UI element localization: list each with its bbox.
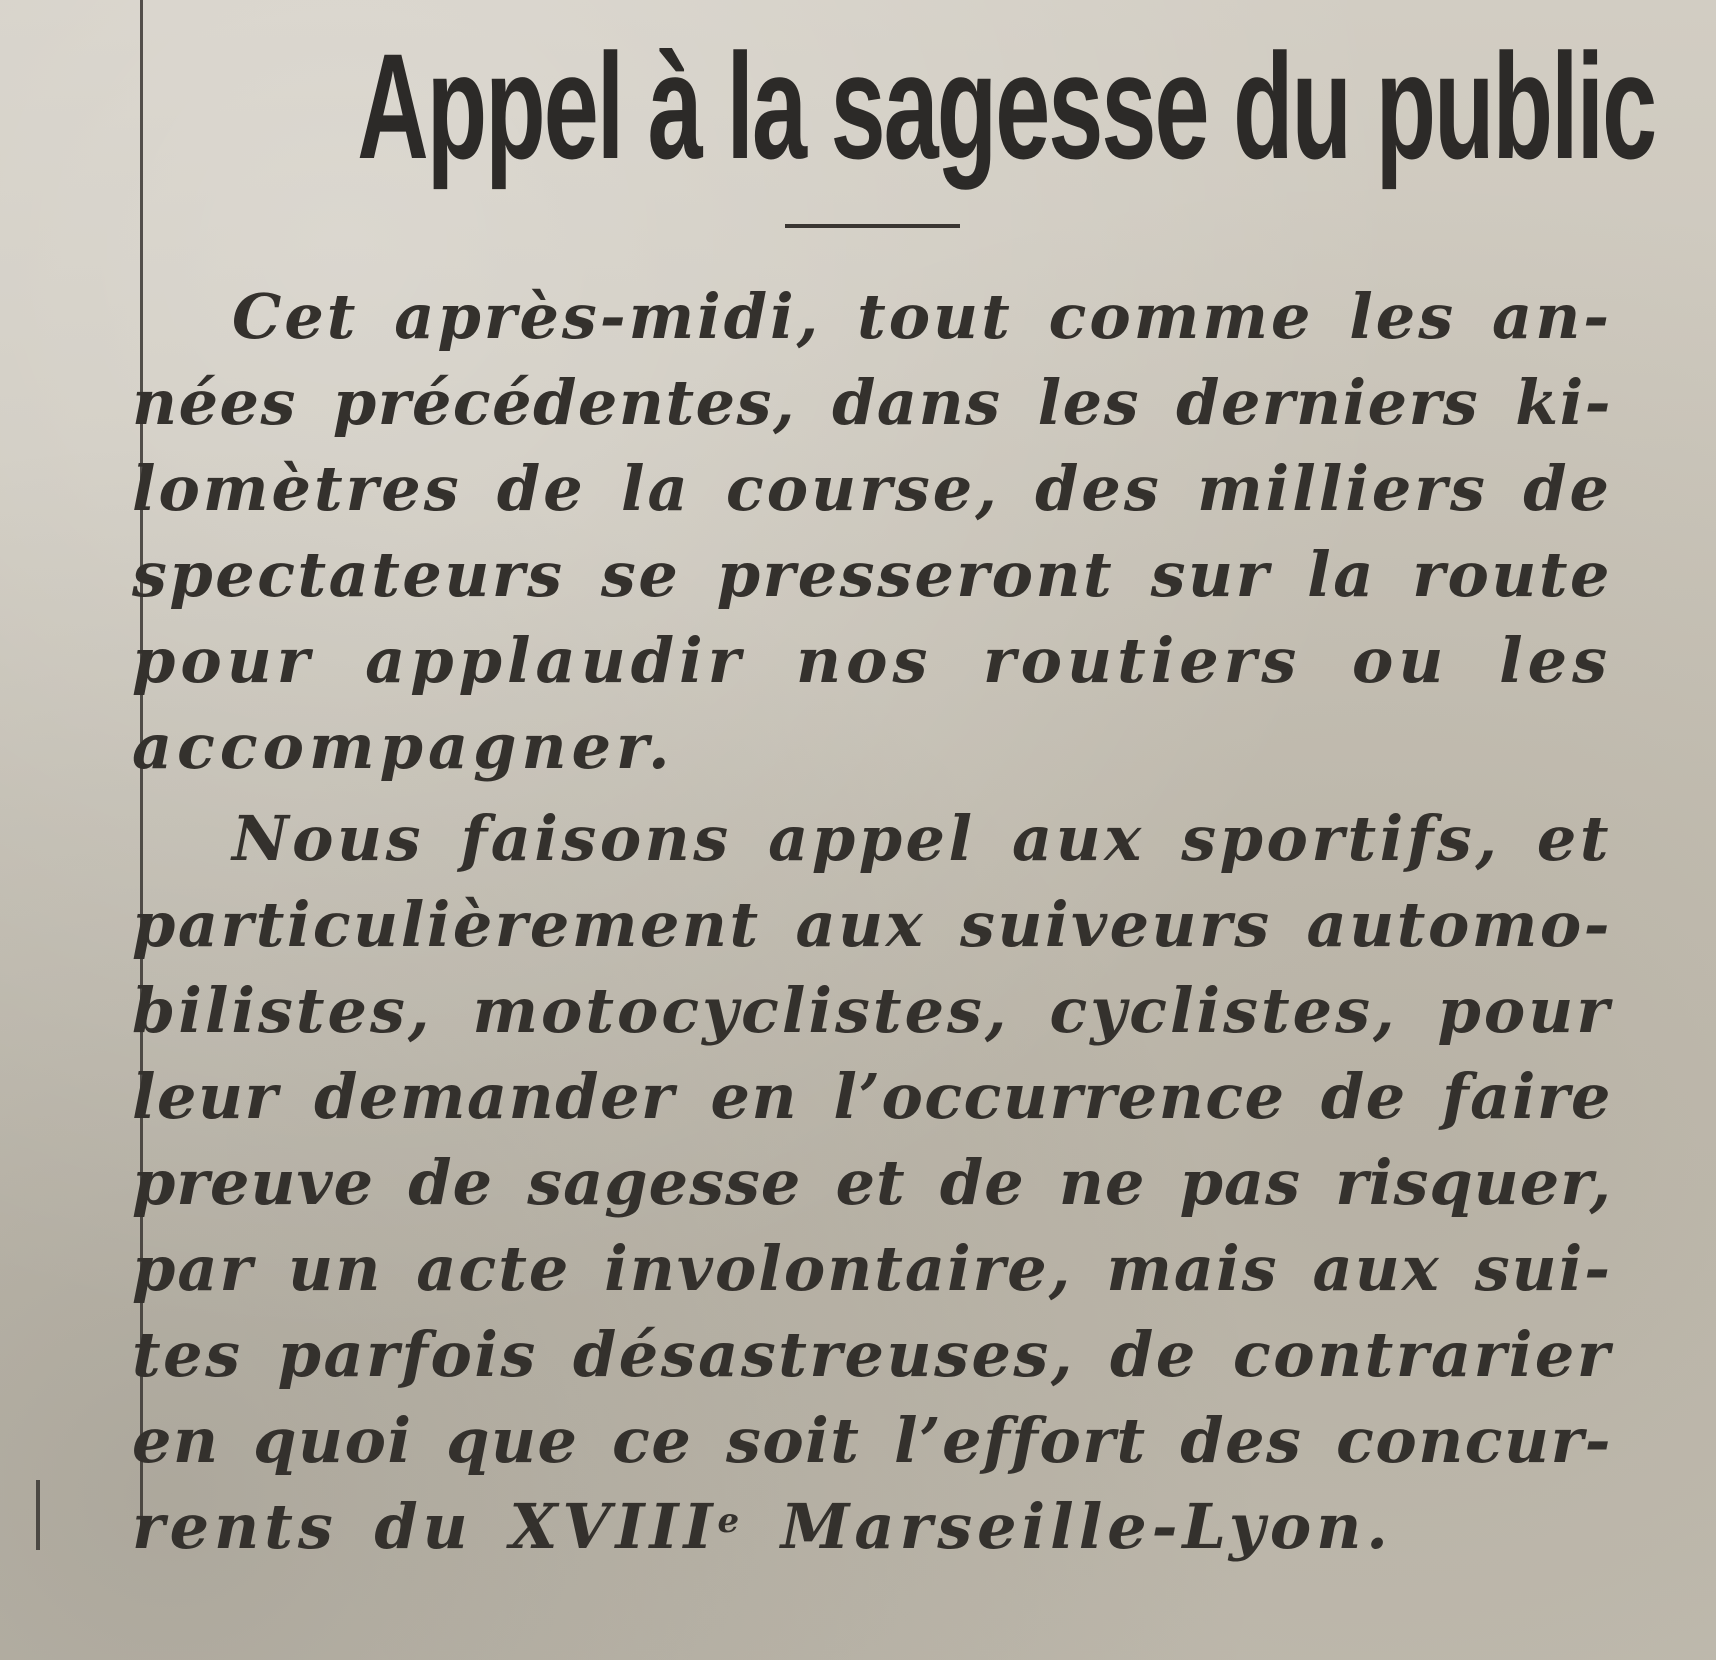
newspaper-article bbox=[92, 22, 1656, 1576]
text-line: nées précédentes, dans les derniers ki- bbox=[132, 366, 1612, 439]
text-line: particulièrement aux suiveurs automo- bbox=[132, 888, 1612, 961]
text-line: leur demander en l’occurrence de faire bbox=[132, 1060, 1612, 1133]
text-line: par un acte involontaire, mais aux sui- bbox=[132, 1232, 1612, 1305]
text-line: Cet après-midi, tout comme les an- bbox=[232, 280, 1612, 353]
paragraph-1 bbox=[132, 274, 1612, 790]
text-line: bilistes, motocyclistes, cyclistes, pour bbox=[132, 974, 1612, 1047]
text-line: Nous faisons appel aux sportifs, et bbox=[232, 802, 1612, 875]
text-line: lomètres de la course, des milliers de bbox=[132, 452, 1612, 525]
text-line: preuve de sagesse et de ne pas risquer, bbox=[132, 1146, 1612, 1219]
final-text-line bbox=[132, 1484, 1612, 1570]
text-line: en quoi que ce soit l’effort des concur- bbox=[132, 1404, 1612, 1477]
final-line-end: Marseille-Lyon. bbox=[744, 1490, 1393, 1563]
text-line: pour applaudir nos routiers ou les bbox=[132, 624, 1612, 697]
article-headline: Appel à la sagesse du public bbox=[357, 22, 1656, 190]
final-line-start: rents du XVIII bbox=[132, 1490, 718, 1563]
text-line: accompagner. bbox=[132, 710, 675, 783]
text-line: spectateurs se presseront sur la route bbox=[132, 538, 1612, 611]
article-body bbox=[92, 274, 1652, 1570]
column-rule-mark bbox=[36, 1480, 40, 1550]
text-line: tes parfois désastreuses, de contrarier bbox=[132, 1318, 1612, 1391]
ordinal-superscript: e bbox=[717, 1501, 745, 1541]
paragraph-2 bbox=[132, 796, 1612, 1570]
title-separator-rule bbox=[785, 224, 960, 228]
